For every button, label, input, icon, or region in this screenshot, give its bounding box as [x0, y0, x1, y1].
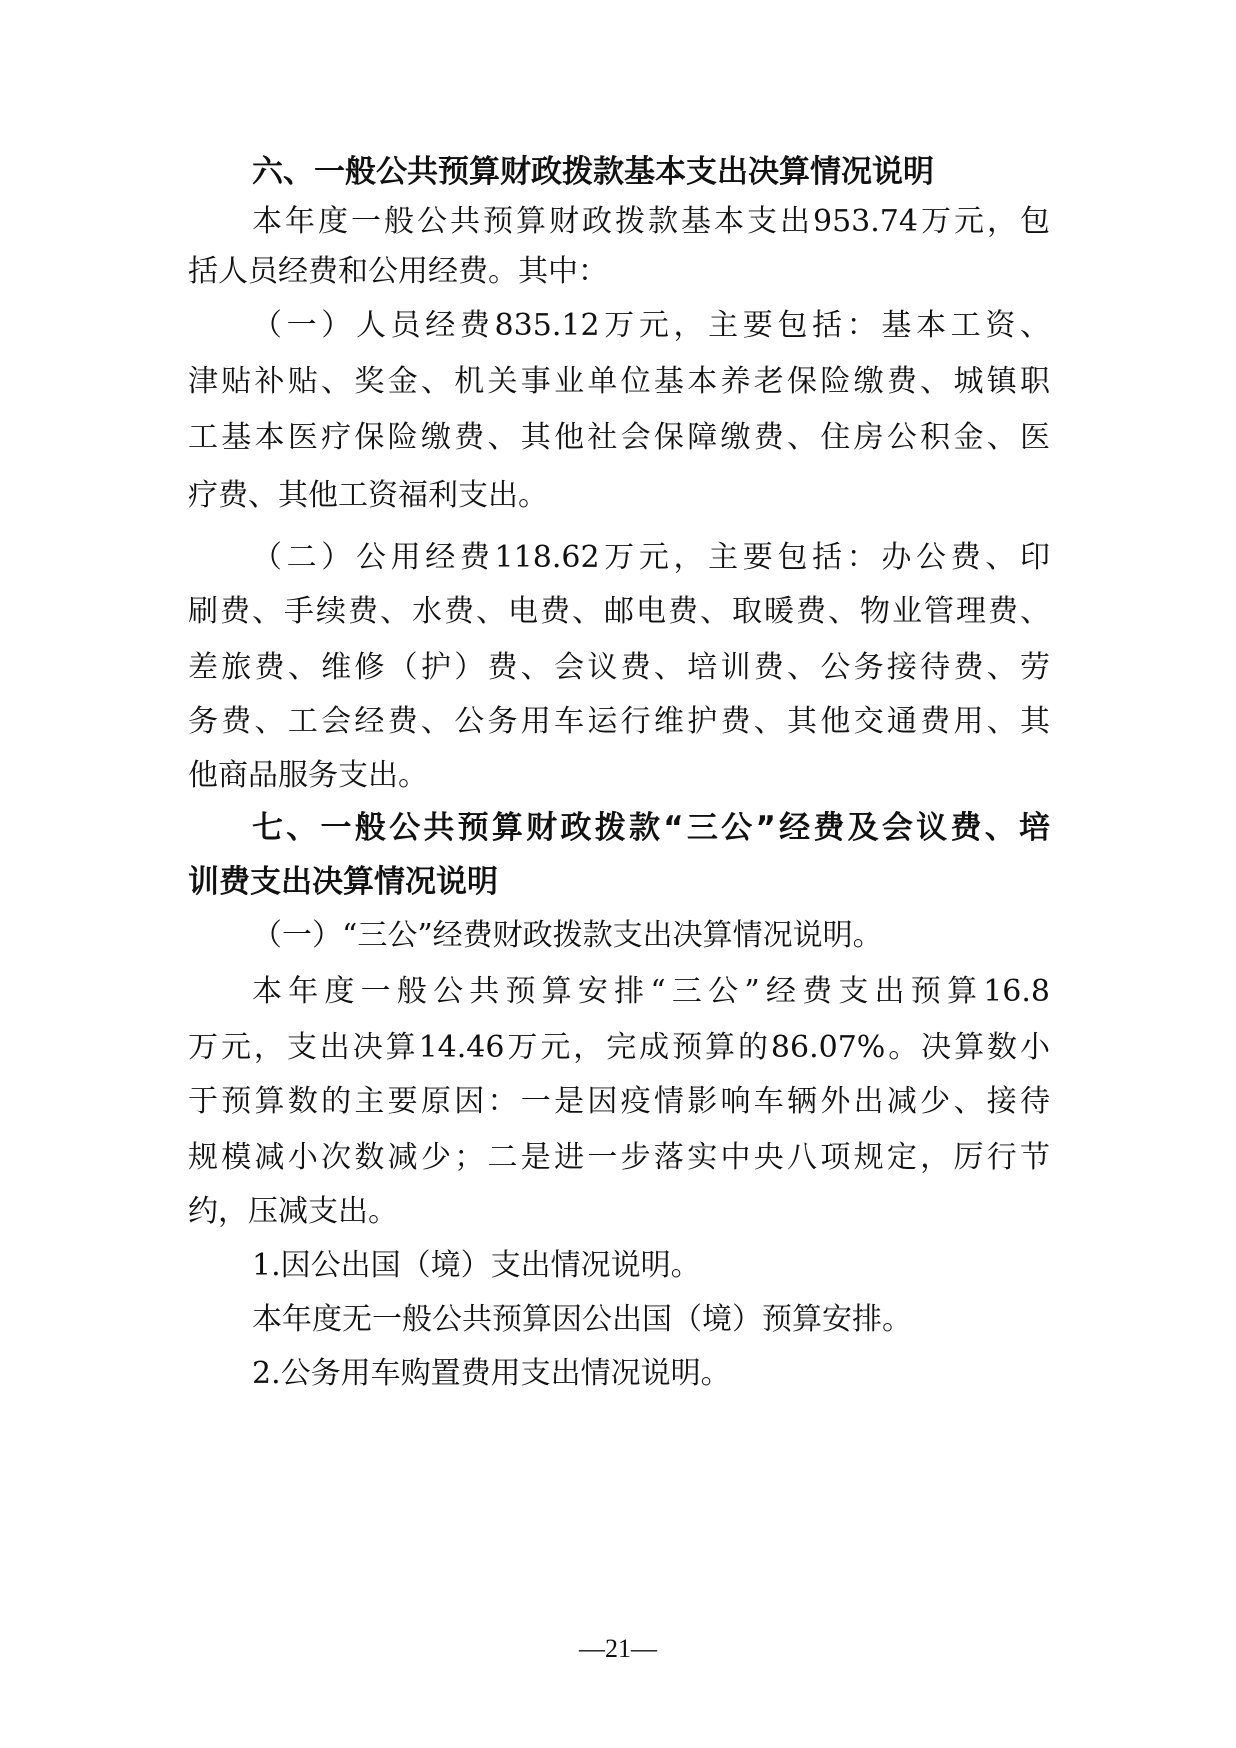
- paragraph-line: 括人员经费和公用经费。其中：: [188, 254, 608, 289]
- paragraph-line: 差旅费、维修（护）费、会议费、培训费、公务接待费、劳: [188, 650, 1050, 685]
- paragraph-line: （一）人员经费835.12万元，主要包括：基本工资、: [252, 308, 1050, 343]
- section-heading-7: 七、一般公共预算财政拨款“三公”经费及会议费、培: [252, 810, 1050, 846]
- paragraph-line: 约，压减支出。: [188, 1194, 398, 1229]
- paragraph-line: 规模减小次数减少；二是进一步落实中央八项规定，厉行节: [188, 1140, 1050, 1175]
- paragraph-line: 万元，支出决算14.46万元，完成预算的86.07%。决算数小: [188, 1030, 1050, 1065]
- paragraph-line: 刷费、手续费、水费、电费、邮电费、取暖费、物业管理费、: [188, 594, 1050, 629]
- paragraph-line: 工基本医疗保险缴费、其他社会保障缴费、住房公积金、医: [188, 420, 1050, 455]
- paragraph-line: 于预算数的主要原因：一是因疫情影响车辆外出减少、接待: [188, 1084, 1050, 1119]
- subsection-heading: （一）“三公”经费财政拨款支出决算情况说明。: [252, 918, 883, 953]
- paragraph-line: 务费、工会经费、公务用车运行维护费、其他交通费用、其: [188, 704, 1050, 739]
- item-heading-1: 1.因公出国（境）支出情况说明。: [252, 1248, 701, 1283]
- section-heading-6: 六、一般公共预算财政拨款基本支出决算情况说明: [252, 154, 934, 190]
- paragraph-line: 他商品服务支出。: [188, 758, 428, 793]
- page-number: —21—: [579, 1634, 657, 1663]
- paragraph-line: 疗费、其他工资福利支出。: [188, 478, 548, 513]
- paragraph-line: 津贴补贴、奖金、机关事业单位基本养老保险缴费、城镇职: [188, 364, 1050, 399]
- paragraph-line: （二）公用经费118.62万元，主要包括：办公费、印: [252, 540, 1050, 575]
- paragraph-line: 本年度一般公共预算安排“三公”经费支出预算16.8: [252, 974, 1050, 1009]
- item-heading-2: 2.公务用车购置费用支出情况说明。: [252, 1356, 731, 1391]
- paragraph-line: 本年度一般公共预算财政拨款基本支出953.74万元，包: [252, 204, 1050, 239]
- section-heading-7-cont: 训费支出决算情况说明: [188, 864, 498, 900]
- paragraph-line: 本年度无一般公共预算因公出国（境）预算安排。: [252, 1302, 912, 1337]
